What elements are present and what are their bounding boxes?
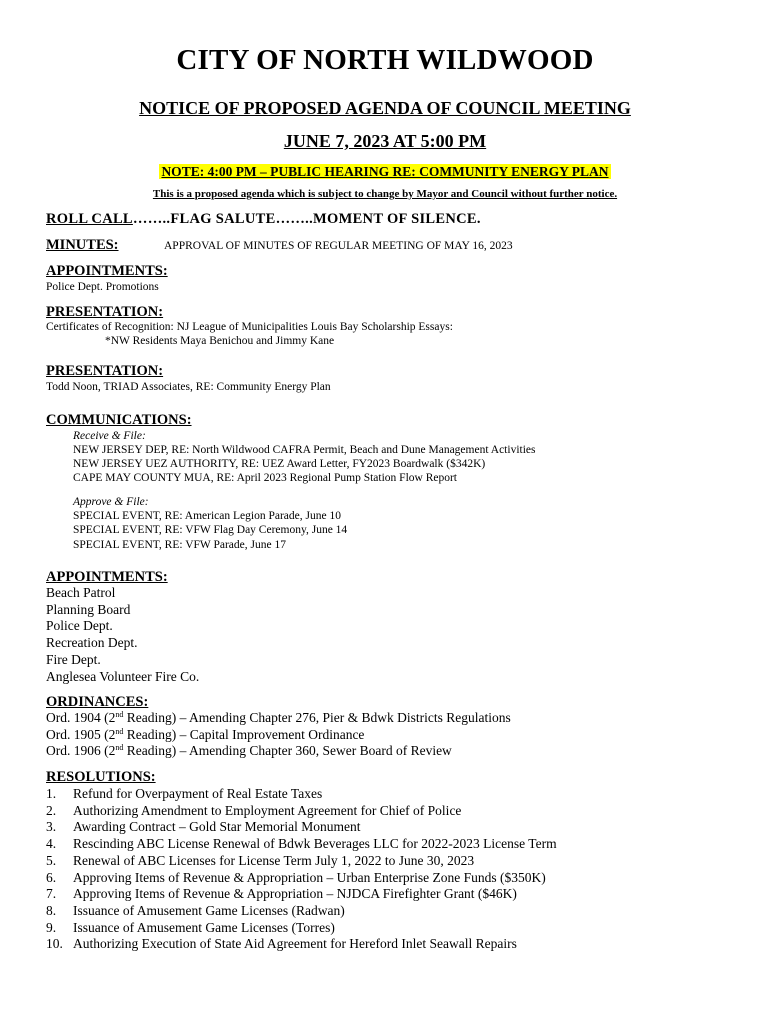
minutes-label: MINUTES: (46, 237, 119, 253)
minutes-text: APPROVAL OF MINUTES OF REGULAR MEETING OF MAY 16, 2023 (164, 240, 513, 252)
list-item: Recreation Dept. (46, 635, 138, 651)
ordinances-heading: ORDINANCES: (46, 694, 149, 710)
ordinal-suffix: nd (115, 726, 124, 736)
appointments-text: Police Dept. Promotions (46, 281, 159, 293)
resolutions-list (46, 786, 557, 953)
ordinance-number: Ord. 1904 (2 (46, 710, 116, 725)
resolution-number: 10. (46, 936, 63, 952)
communication-item: NEW JERSEY UEZ AUTHORITY, RE: UEZ Award Letter, FY2023 Boardwalk ($342K) (73, 458, 486, 470)
list-item: Planning Board (46, 601, 131, 617)
communication-item: CAPE MAY COUNTY MUA, RE: April 2023 Regional Pump Station Flow Report (73, 472, 457, 484)
presentation-heading: PRESENTATION: (46, 363, 164, 379)
page-title: CITY OF NORTH WILDWOOD (176, 44, 594, 76)
appointments-list (46, 585, 199, 685)
resolution-number: 1. (46, 786, 57, 801)
resolution-item (46, 920, 557, 937)
resolution-text: Issuance of Amusement Game Licenses (Torres) (73, 919, 335, 935)
resolution-item (46, 903, 557, 920)
resolution-number: 6. (46, 869, 57, 885)
ordinal-suffix: nd (115, 710, 124, 719)
note-banner (0, 163, 770, 181)
resolution-text: Approving Items of Revenue & Appropriation – Urban Enterprise Zone Funds ($350K) (73, 869, 546, 885)
list-item: Fire Dept. (46, 651, 101, 667)
resolution-text: Issuance of Amusement Game Licenses (Radwan) (73, 902, 345, 918)
list-item: Beach Patrol (46, 585, 116, 600)
resolution-item (46, 853, 557, 870)
resolution-item (46, 803, 557, 820)
ordinance-item (46, 727, 511, 744)
presentation-text: Todd Noon, TRIAD Associates, RE: Community Energy Plan (46, 381, 331, 393)
roll-call-label: ROLL CALL (46, 211, 133, 227)
ordinance-description: Reading) – Capital Improvement Ordinance (123, 726, 365, 742)
communications-heading: COMMUNICATIONS: (46, 412, 192, 428)
ordinance-item (46, 743, 511, 760)
resolution-number: 8. (46, 902, 57, 918)
resolution-text: Rescinding ABC License Renewal of Bdwk Beverages LLC for 2022-2023 License Term (73, 836, 557, 852)
resolution-text: Authorizing Execution of State Aid Agreement for Hereford Inlet Seawall Repairs (73, 936, 517, 952)
receive-file-label: Receive & File: (73, 430, 146, 442)
presentation-heading: PRESENTATION: (46, 304, 164, 320)
ordinance-description: Reading) – Amending Chapter 360, Sewer Board of Review (123, 743, 452, 759)
communication-item: SPECIAL EVENT, RE: VFW Flag Day Ceremony, June 14 (73, 524, 348, 536)
communication-item: SPECIAL EVENT, RE: American Legion Parade, June 10 (73, 510, 341, 522)
resolution-item (46, 819, 557, 836)
resolution-text: Approving Items of Revenue & Appropriation – NJDCA Firefighter Grant ($46K) (73, 886, 517, 902)
ordinance-number: Ord. 1906 (2 (46, 743, 116, 759)
roll-call-line (46, 211, 481, 228)
resolution-number: 4. (46, 836, 57, 852)
public-hearing-note: NOTE: 4:00 PM – PUBLIC HEARING RE: COMMUNITY ENERGY PLAN (161, 164, 609, 179)
resolution-text: Awarding Contract – Gold Star Memorial Monument (73, 819, 361, 835)
ordinance-description: Reading) – Amending Chapter 276, Pier & Bdwk Districts Regulations (123, 710, 511, 725)
resolution-number: 5. (46, 852, 57, 868)
minutes-line (46, 237, 513, 254)
resolution-item (46, 936, 557, 953)
ordinance-item (46, 710, 511, 727)
resolution-number: 2. (46, 802, 57, 818)
resolution-text: Renewal of ABC Licenses for License Term July 1, 2022 to June 30, 2023 (73, 852, 475, 868)
list-item: Police Dept. (46, 618, 113, 634)
appointments-heading: APPOINTMENTS: (46, 263, 168, 279)
roll-call-rest: ……..FLAG SALUTE……..MOMENT OF SILENCE. (132, 211, 481, 227)
presentation-line: *NW Residents Maya Benichou and Jimmy Kane (105, 335, 335, 347)
resolution-text: Authorizing Amendment to Employment Agreement for Chief of Police (73, 802, 462, 818)
communication-item: NEW JERSEY DEP, RE: North Wildwood CAFRA Permit, Beach and Dune Management Activities (73, 444, 536, 456)
resolution-number: 7. (46, 886, 57, 902)
resolution-number: 9. (46, 919, 57, 935)
resolutions-heading: RESOLUTIONS: (46, 769, 156, 785)
appointments-heading: APPOINTMENTS: (46, 569, 168, 585)
ordinal-suffix: nd (115, 743, 124, 753)
ordinances-list (46, 710, 511, 760)
ordinance-number: Ord. 1905 (2 (46, 726, 116, 742)
resolution-item (46, 836, 557, 853)
approve-file-label: Approve & File: (73, 496, 149, 508)
resolution-item (46, 886, 557, 903)
agenda-disclaimer: This is a proposed agenda which is subject to change by Mayor and Council without further notice. (152, 188, 618, 200)
resolution-item (46, 870, 557, 887)
notice-subtitle: NOTICE OF PROPOSED AGENDA OF COUNCIL MEETING (139, 98, 631, 118)
presentation-line: Certificates of Recognition: NJ League of Municipalities Louis Bay Scholarship Essays: (46, 321, 453, 333)
meeting-date: JUNE 7, 2023 AT 5:00 PM (283, 131, 487, 151)
communication-item: SPECIAL EVENT, RE: VFW Parade, June 17 (73, 539, 286, 551)
resolution-item (46, 786, 557, 803)
resolution-text: Refund for Overpayment of Real Estate Taxes (73, 786, 323, 801)
list-item: Anglesea Volunteer Fire Co. (46, 668, 200, 684)
resolution-number: 3. (46, 819, 57, 835)
